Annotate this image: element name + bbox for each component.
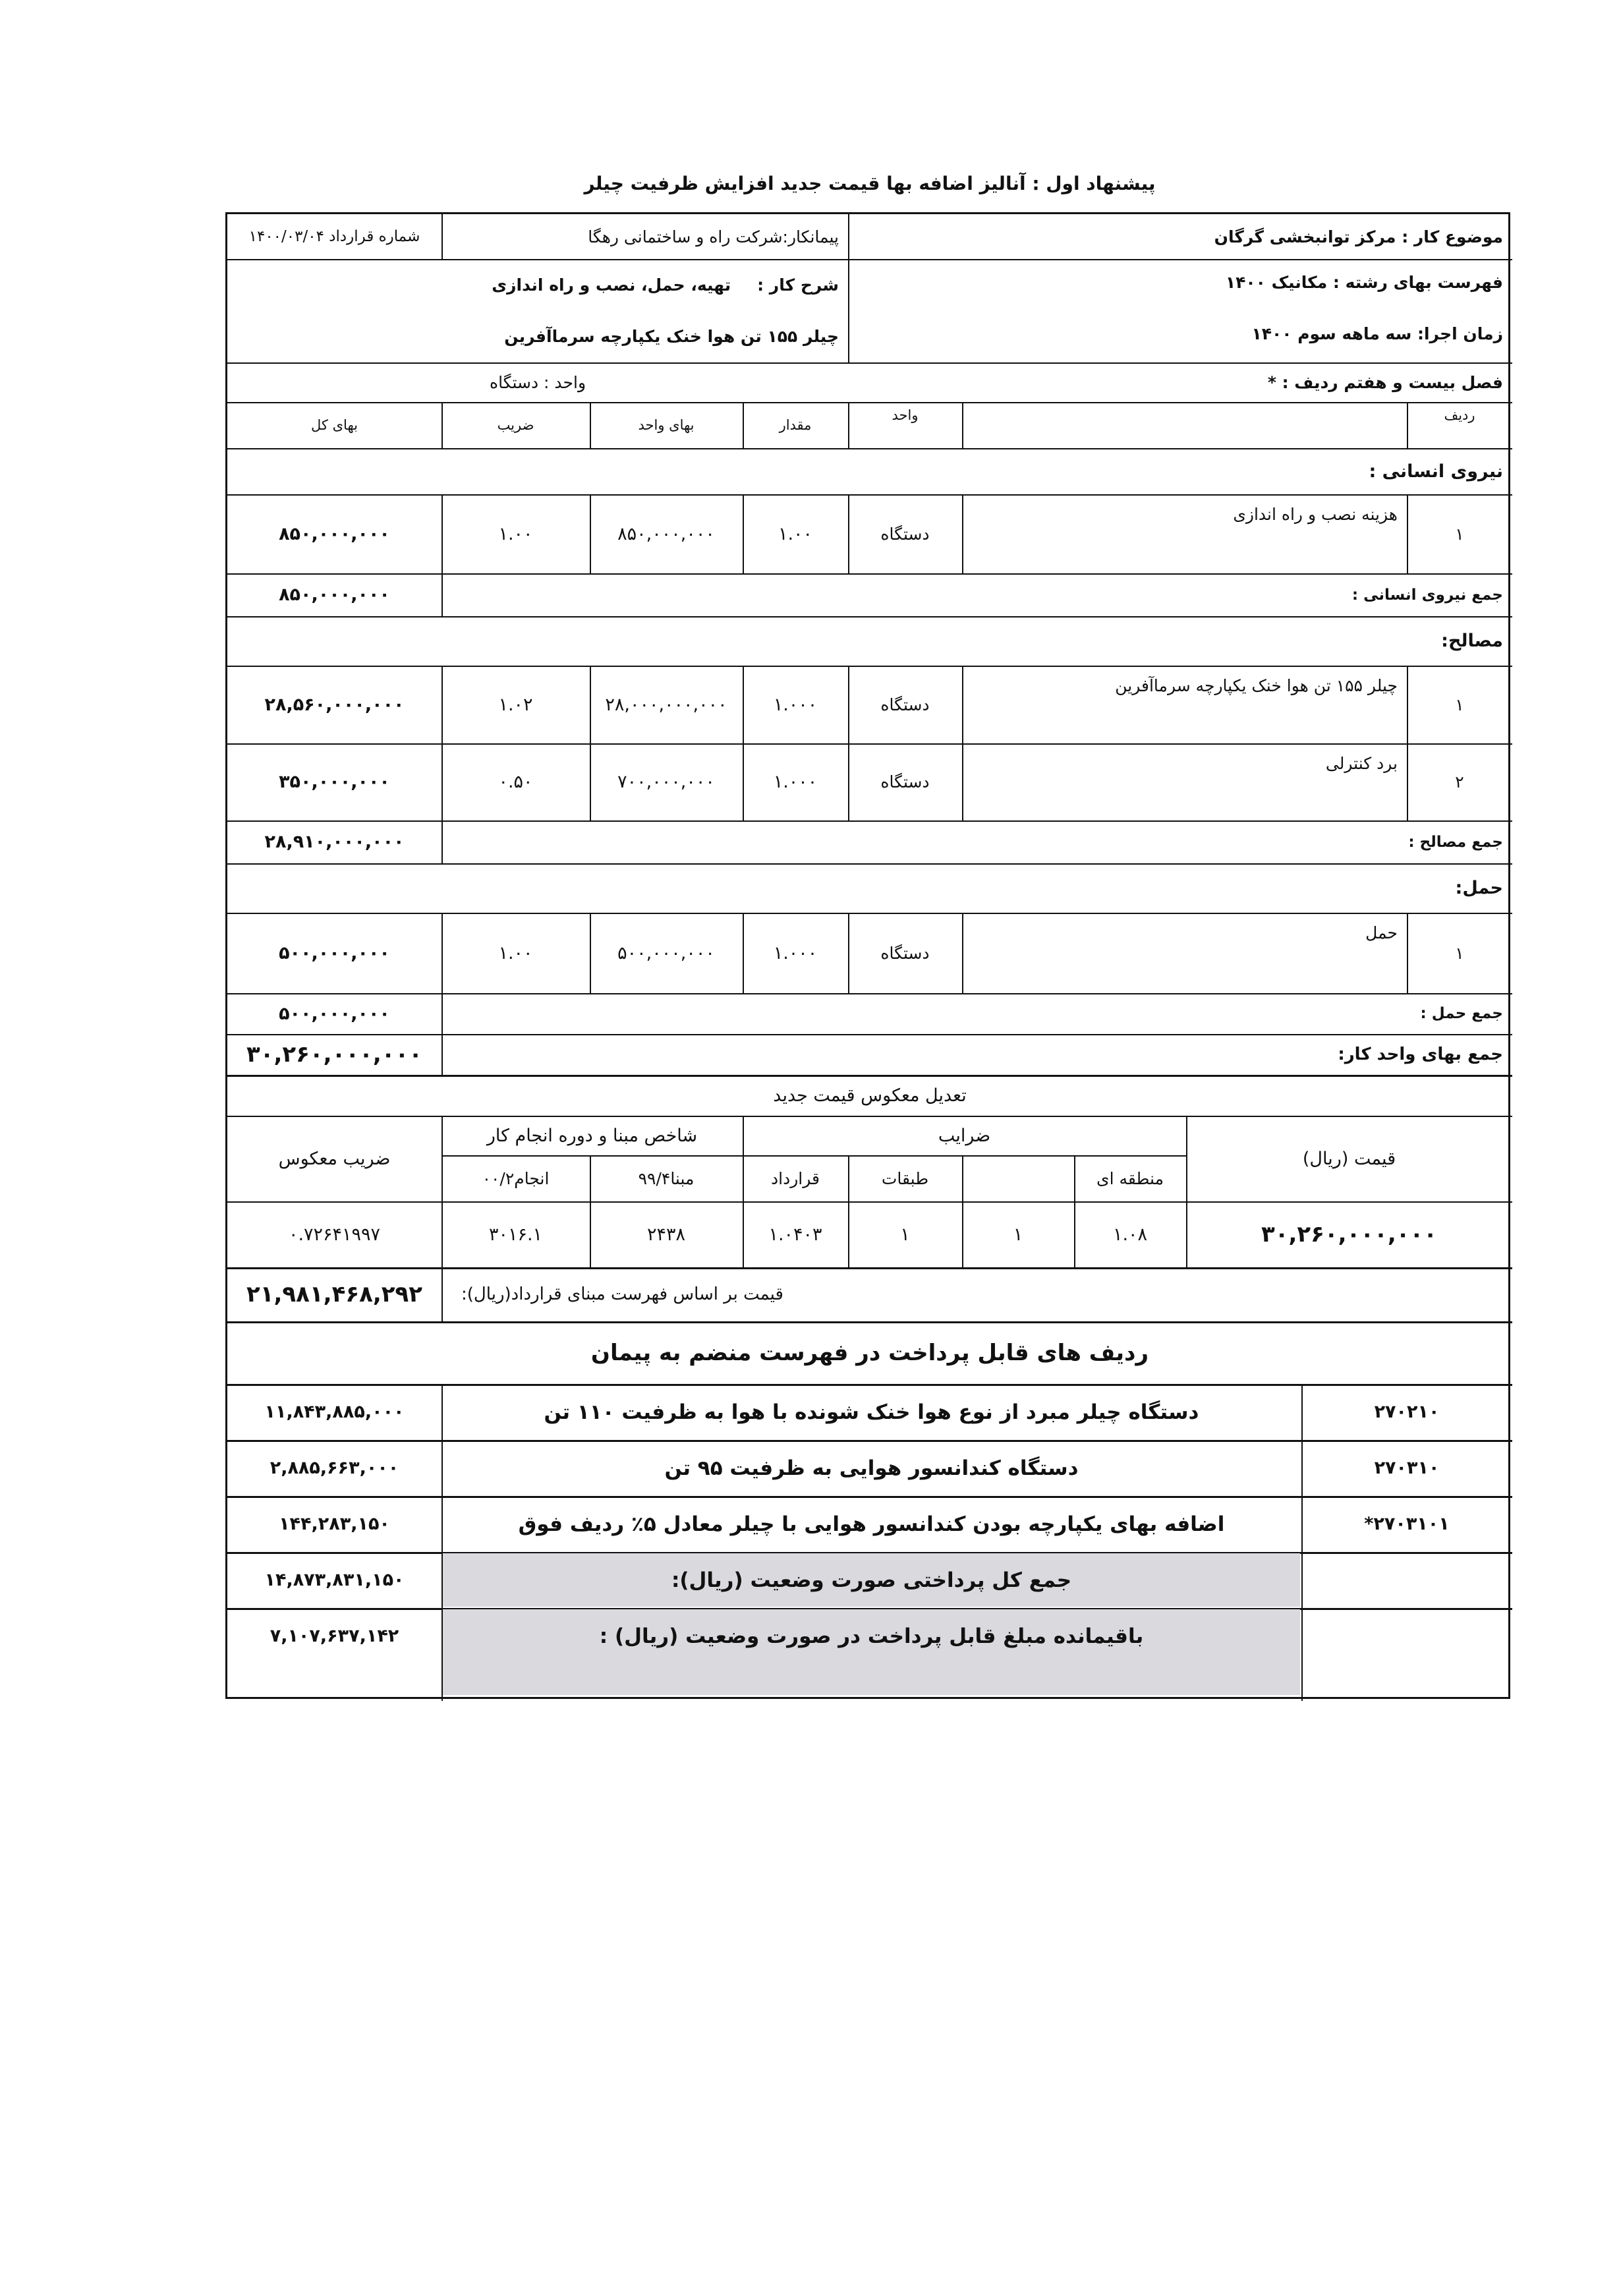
execution-time-field: زمان اجرا: سه ماهه سوم ۱۴۰۰ bbox=[1251, 324, 1503, 343]
payable-item-description: دستگاه کندانسور هوایی به ظرفیت ۹۵ تن bbox=[664, 1456, 1079, 1480]
adjust-base-header: مبنا۹۹/۴ bbox=[638, 1168, 695, 1188]
adjust-blank-value: ۱ bbox=[1013, 1224, 1023, 1245]
payable-item-description: دستگاه چیلر مبرد از نوع هوا خنک شونده با هوا به ظرفیت ۱۱۰ تن bbox=[544, 1400, 1199, 1424]
labor-sum-label: جمع نیروی انسانی : bbox=[1351, 586, 1503, 604]
materials-item-quantity: ۱.۰۰۰ bbox=[773, 694, 818, 715]
adjust-contract-value: ۱.۰۴۰۳ bbox=[768, 1224, 822, 1245]
materials-item-coefficient: ۰.۵۰ bbox=[498, 772, 533, 792]
column-total: بهای کل bbox=[311, 417, 358, 433]
chapter-field: فصل بیست و هفتم ردیف : * bbox=[1267, 372, 1503, 392]
document-title: پیشنهاد اول : آنالیز اضافه بها قیمت جدید افزایش ظرفیت چیلر bbox=[584, 173, 1156, 194]
adjust-base-value: ۲۴۳۸ bbox=[647, 1224, 686, 1245]
materials-item-coefficient: ۱.۰۲ bbox=[498, 694, 533, 715]
labor-sum-value: ۸۵۰,۰۰۰,۰۰۰ bbox=[279, 585, 390, 605]
analysis-table bbox=[225, 212, 1510, 1699]
materials-item-description: برد کنترلی bbox=[1325, 754, 1398, 773]
work-description-label-text: شرح کار : bbox=[757, 275, 839, 295]
unit-total-label: جمع بهای واحد کار: bbox=[1338, 1045, 1503, 1064]
payable-item-description: اضافه بهای یکپارچه بودن کندانسور هوایی با چیلر معادل ۵٪ ردیف فوق bbox=[518, 1512, 1225, 1536]
materials-item-description: چیلر ۱۵۵ تن هوا خنک یکپارچه سرماآفرین bbox=[1115, 676, 1398, 695]
work-description-label bbox=[441, 259, 848, 310]
column-quantity: مقدار bbox=[779, 417, 812, 433]
contractor-field: پیمانکار:شرکت راه و ساختمانی رهگا bbox=[588, 227, 839, 246]
column-unit-price: بهای واحد bbox=[638, 417, 695, 433]
unit-total-value: ۳۰,۲۶۰,۰۰۰,۰۰۰ bbox=[246, 1041, 423, 1068]
column-unit: واحد bbox=[892, 407, 919, 423]
payable-item-amount: ۲,۸۸۵,۶۶۳,۰۰۰ bbox=[270, 1458, 399, 1478]
materials-sum-label: جمع مصالح : bbox=[1408, 833, 1503, 851]
payable-remain-value: ۷,۱۰۷,۶۳۷,۱۴۲ bbox=[270, 1626, 399, 1646]
materials-item-row-number: ۱ bbox=[1455, 695, 1464, 714]
transport-item-unit: دستگاه bbox=[880, 943, 930, 963]
adjust-coefficients-header: ضرایب bbox=[938, 1125, 991, 1146]
base-price-value: ۲۱,۹۸۱,۴۶۸,۲۹۲ bbox=[246, 1281, 423, 1307]
materials-item-unit-price: ۲۸,۰۰۰,۰۰۰,۰۰۰ bbox=[605, 694, 727, 715]
adjust-price-value: ۳۰,۲۶۰,۰۰۰,۰۰۰ bbox=[1261, 1221, 1438, 1248]
transport-sum-value: ۵۰۰,۰۰۰,۰۰۰ bbox=[279, 1003, 390, 1024]
transport-item-quantity: ۱.۰۰۰ bbox=[773, 942, 818, 963]
adjust-floors-header: طبقات bbox=[881, 1168, 929, 1188]
labor-item-total: ۸۵۰,۰۰۰,۰۰۰ bbox=[279, 523, 390, 544]
transport-item-unit-price: ۵۰۰,۰۰۰,۰۰۰ bbox=[617, 942, 715, 963]
unit-field: واحد : دستگاه bbox=[489, 372, 586, 392]
adjustment-title: تعدیل معکوس قیمت جدید bbox=[773, 1085, 967, 1106]
materials-item-row-number: ۲ bbox=[1455, 772, 1464, 791]
payable-remain-label: باقیمانده مبلغ قابل پرداخت در صورت وضعیت (ریال) : bbox=[599, 1624, 1144, 1648]
labor-item-unit: دستگاه bbox=[880, 524, 930, 544]
transport-item-description: حمل bbox=[1365, 923, 1398, 942]
materials-item-total: ۳۵۰,۰۰۰,۰۰۰ bbox=[279, 772, 390, 792]
column-coefficient: ضریب bbox=[497, 417, 534, 433]
payable-item-code: ۲۷۰۳۱۰ bbox=[1374, 1458, 1440, 1478]
adjust-floors-value: ۱ bbox=[900, 1224, 910, 1245]
transport-item-total: ۵۰۰,۰۰۰,۰۰۰ bbox=[279, 942, 390, 963]
work-description-line-1: تهیه، حمل، نصب و راه اندازی bbox=[492, 275, 731, 295]
materials-item-unit-price: ۷۰۰,۰۰۰,۰۰۰ bbox=[617, 772, 715, 792]
adjust-contract-header: قرارداد bbox=[771, 1168, 820, 1188]
adjust-done-header: انجام۰۰/۲ bbox=[482, 1168, 550, 1188]
labor-item-unit-price: ۸۵۰,۰۰۰,۰۰۰ bbox=[617, 523, 715, 544]
adjust-regional-value: ۱.۰۸ bbox=[1112, 1224, 1148, 1245]
transport-sum-label: جمع حمل : bbox=[1420, 1005, 1503, 1022]
transport-item-coefficient: ۱.۰۰ bbox=[498, 942, 533, 963]
adjust-done-value: ۳۰۱۶.۱ bbox=[488, 1224, 543, 1245]
subject-field: موضوع کار : مرکز توانبخشی گرگان bbox=[1214, 227, 1503, 246]
materials-item-unit: دستگاه bbox=[880, 772, 930, 791]
base-price-label: قیمت بر اساس فهرست مبنای قرارداد(ریال): bbox=[461, 1284, 783, 1304]
labor-item-quantity: ۱.۰۰ bbox=[778, 523, 813, 544]
column-row: ردیف bbox=[1444, 407, 1475, 423]
adjust-price-header: قیمت (ریال) bbox=[1302, 1148, 1396, 1169]
adjust-index-header: شاخص مبنا و دوره انجام کار bbox=[486, 1125, 698, 1146]
contract-number-field: شماره قرارداد ۱۴۰۰/۰۳/۰۴ bbox=[248, 228, 420, 245]
payable-item-amount: ۱۴۴,۲۸۳,۱۵۰ bbox=[279, 1514, 390, 1534]
labor-item-row-number: ۱ bbox=[1455, 524, 1464, 544]
payable-item-amount: ۱۱,۸۴۳,۸۸۵,۰۰۰ bbox=[264, 1402, 405, 1422]
payable-item-code: ۲۷۰۲۱۰ bbox=[1374, 1402, 1440, 1422]
materials-item-total: ۲۸,۵۶۰,۰۰۰,۰۰۰ bbox=[264, 694, 405, 715]
transport-heading: حمل: bbox=[1455, 878, 1503, 898]
work-description-line-2: چیلر ۱۵۵ تن هوا خنک یکپارچه سرماآفرین bbox=[504, 327, 839, 346]
materials-item-quantity: ۱.۰۰۰ bbox=[773, 772, 818, 792]
labor-item-coefficient: ۱.۰۰ bbox=[498, 523, 533, 544]
materials-item-unit: دستگاه bbox=[880, 695, 930, 714]
adjust-reverse-value: ۰.۷۲۶۴۱۹۹۷ bbox=[288, 1224, 381, 1245]
payable-title: ردیف های قابل پرداخت در فهرست منضم به پیمان bbox=[590, 1339, 1149, 1366]
payable-total-label: جمع کل پرداختی صورت وضعیت (ریال): bbox=[671, 1568, 1072, 1592]
payable-total-value: ۱۴,۸۷۳,۸۳۱,۱۵۰ bbox=[264, 1570, 405, 1590]
payable-item-code: ۲۷۰۳۱۰۱* bbox=[1364, 1514, 1450, 1534]
adjust-reverse-header: ضریب معکوس bbox=[278, 1148, 391, 1169]
adjust-regional-header: منطقه ای bbox=[1096, 1168, 1164, 1188]
transport-item-row-number: ۱ bbox=[1455, 943, 1464, 963]
materials-heading: مصالح: bbox=[1441, 631, 1503, 651]
materials-sum-value: ۲۸,۹۱۰,۰۰۰,۰۰۰ bbox=[264, 832, 405, 852]
price-list-field: فهرست بهای رشته : مکانیک ۱۴۰۰ bbox=[1225, 272, 1503, 292]
labor-item-description: هزینه نصب و راه اندازی bbox=[1233, 505, 1398, 524]
labor-heading: نیروی انسانی : bbox=[1369, 461, 1503, 482]
